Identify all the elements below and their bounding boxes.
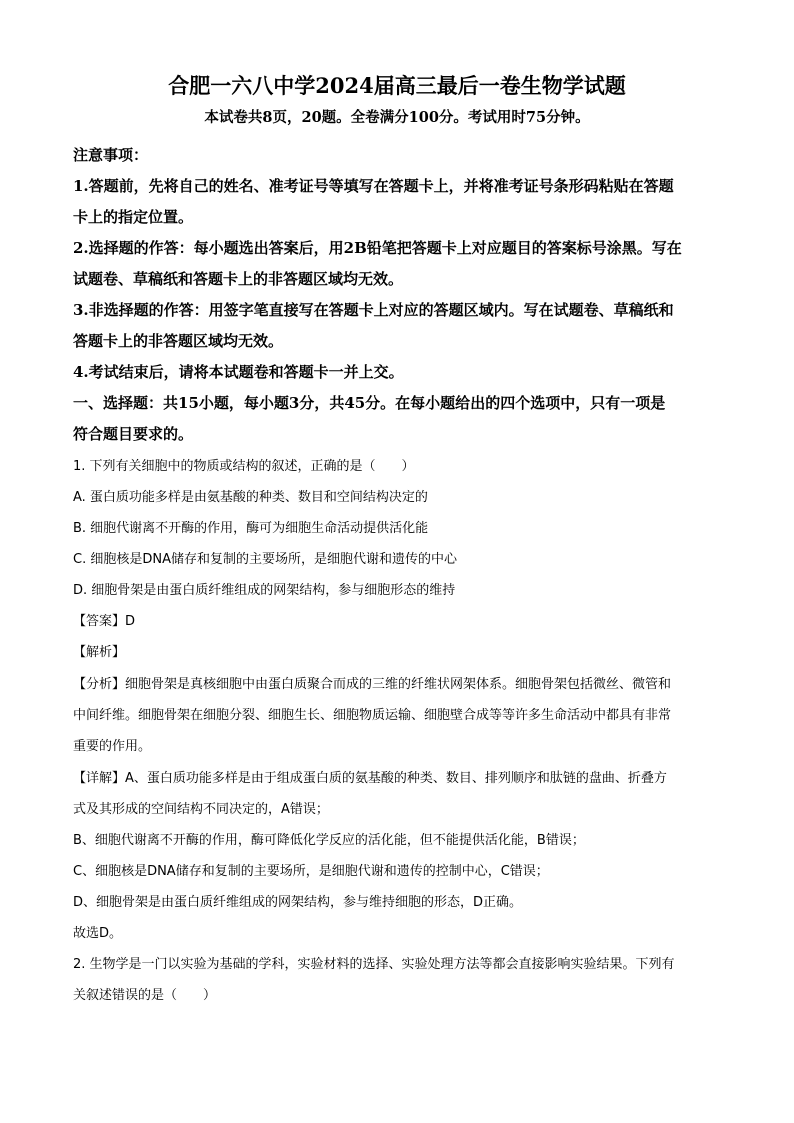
detail-line: 【详解】A、蛋白质功能多样是由于组成蛋白质的氨基酸的种类、数目、排列顺序和肽链的盘曲、折叠方: [73, 771, 667, 786]
note-line: 3.非选择题的作答：用签字笔直接写在答题卡上对应的答题区域内。写在试题卷、草稿纸和: [73, 301, 674, 319]
section-heading: 一、选择题：共15小题，每小题3分，共45分。在每小题给出的四个选项中，只有一项是: [73, 394, 666, 412]
section-heading-cont: 符合题目要求的。: [73, 425, 194, 443]
note-line: 答题卡上的非答题区域均无效。: [73, 332, 284, 350]
detail-line: C、细胞核是DNA储存和复制的主要场所，是细胞代谢和遗传的控制中心，C错误；: [73, 864, 549, 879]
analysis-label: 【解析】: [73, 645, 126, 660]
note-line: 试题卷、草稿纸和答题卡上的非答题区域均无效。: [73, 270, 404, 288]
question-1-stem: 1. 下列有关细胞中的物质或结构的叙述，正确的是（ ）: [73, 459, 415, 474]
analysis-line: 中间纤维。细胞骨架在细胞分裂、细胞生长、细胞物质运输、细胞壁合成等等许多生命活动中都具有非常: [73, 708, 672, 723]
notes-heading: 注意事项：: [73, 146, 149, 164]
question-1-answer: 【答案】D: [73, 614, 136, 629]
question-1-option-c: C. 细胞核是DNA储存和复制的主要场所，是细胞代谢和遗传的中心: [73, 552, 457, 567]
note-line: 4.考试结束后，请将本试题卷和答题卡一并上交。: [73, 363, 404, 381]
page-title: 合肥一六八中学2024届高三最后一卷生物学试题: [168, 73, 626, 98]
question-1-option-a: A. 蛋白质功能多样是由氨基酸的种类、数目和空间结构决定的: [73, 490, 428, 505]
analysis-line: 重要的作用。: [73, 739, 152, 754]
question-1-option-b: B. 细胞代谢离不开酶的作用，酶可为细胞生命活动提供活化能: [73, 521, 429, 536]
analysis-line: 【分析】细胞骨架是真核细胞中由蛋白质聚合而成的三维的纤维状网架体系。细胞骨架包括微丝、微管和: [73, 677, 672, 692]
exam-info: 本试卷共8页，20题。全卷满分100分。考试用时75分钟。: [204, 109, 590, 126]
note-line: 1.答题前，先将自己的姓名、准考证号等填写在答题卡上，并将准考证号条形码粘贴在答题: [73, 177, 674, 195]
note-line: 2.选择题的作答：每小题选出答案后，用2B铅笔把答题卡上对应题目的答案标号涂黑。写在: [73, 239, 682, 257]
question-2-stem: 2. 生物学是一门以实验为基础的学科，实验材料的选择、实验处理方法等都会直接影响实验结果。下列有: [73, 957, 675, 972]
detail-line: D、细胞骨架是由蛋白质纤维组成的网架结构，参与维持细胞的形态，D正确。: [73, 895, 523, 910]
note-line: 卡上的指定位置。: [73, 208, 194, 226]
question-2-stem-cont: 关叙述错误的是（ ）: [73, 988, 217, 1003]
detail-line: B、细胞代谢离不开酶的作用，酶可降低化学反应的活化能，但不能提供活化能，B错误；: [73, 833, 585, 848]
detail-conclusion: 故选D。: [73, 926, 123, 941]
question-1-option-d: D. 细胞骨架是由蛋白质纤维组成的网架结构，参与细胞形态的维持: [73, 583, 456, 598]
detail-line: 式及其形成的空间结构不同决定的，A错误；: [73, 802, 329, 817]
